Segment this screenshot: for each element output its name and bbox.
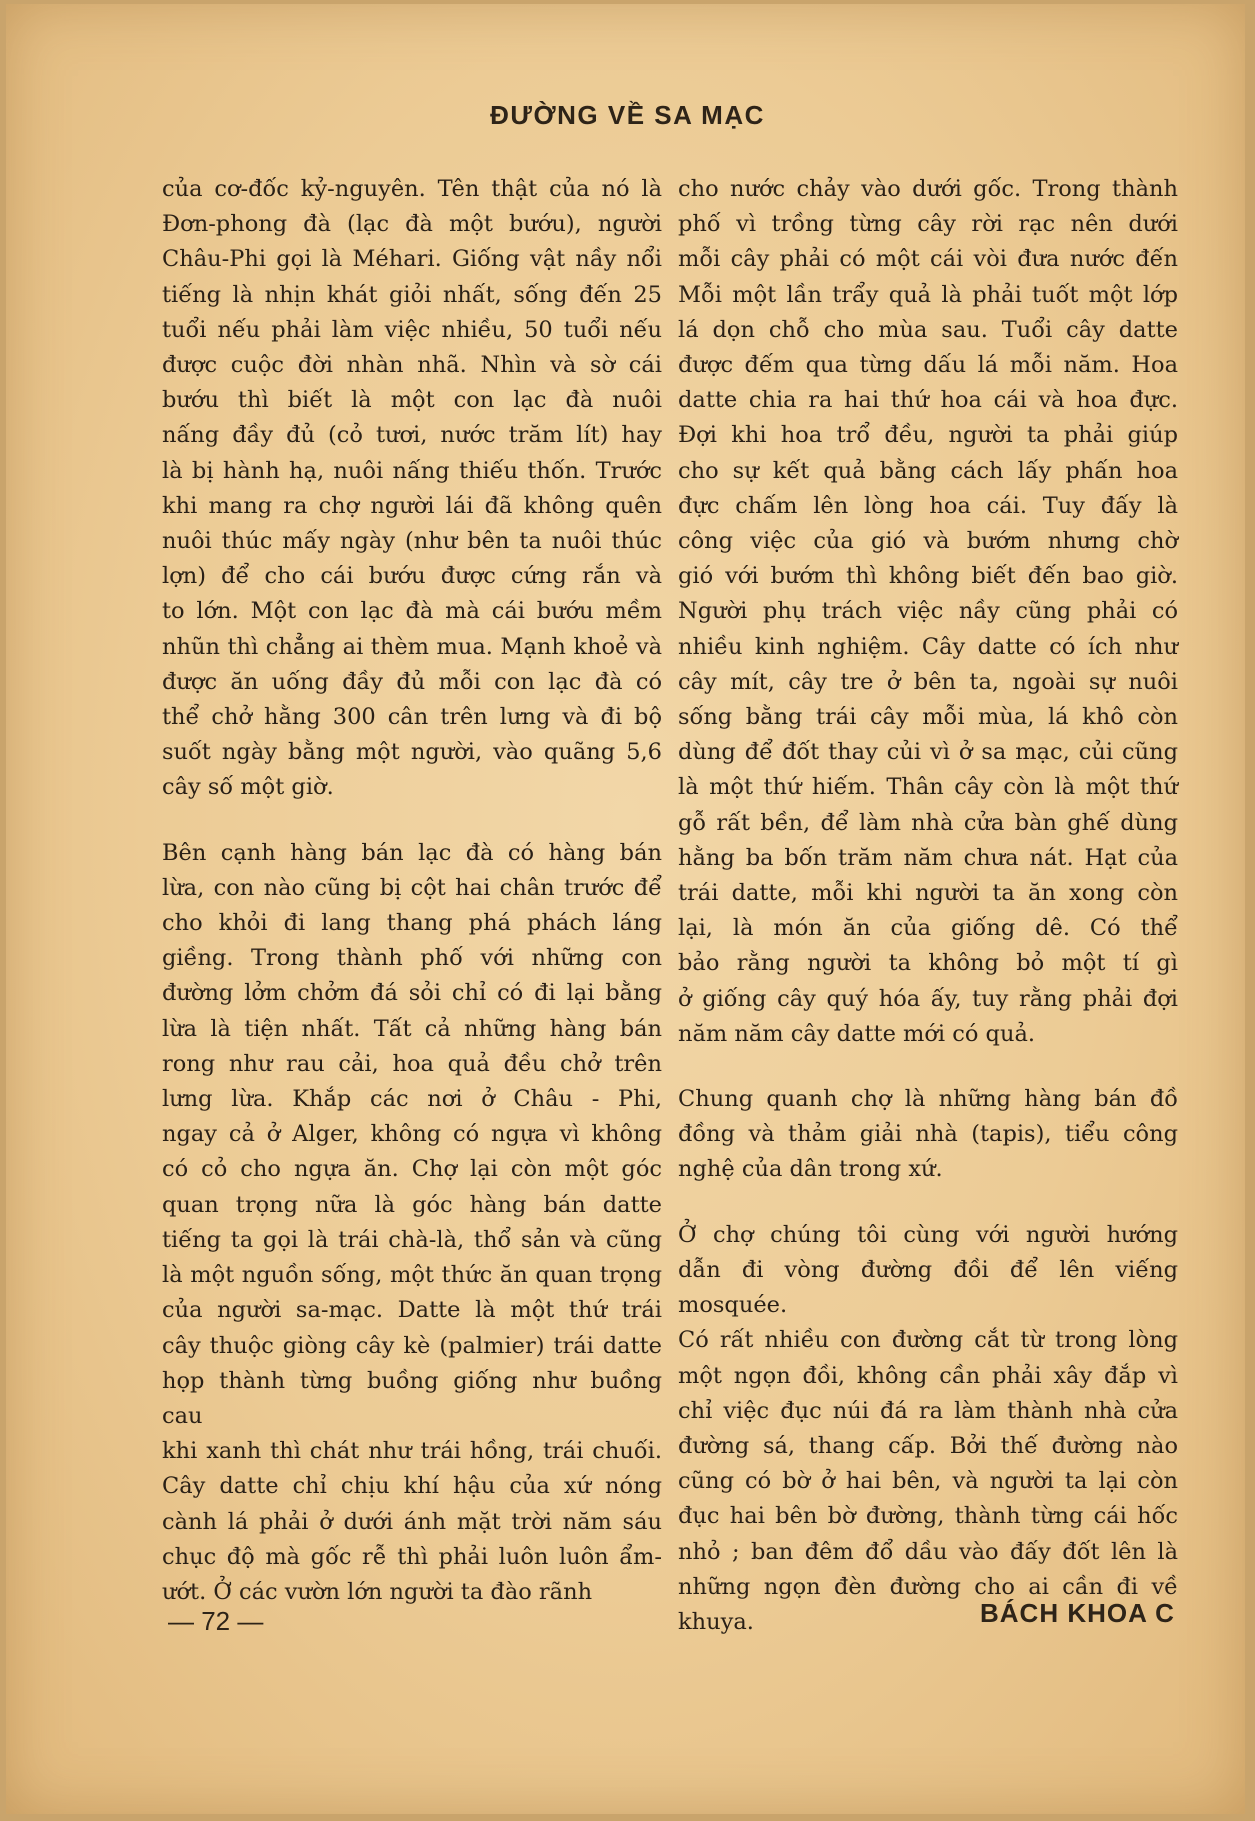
text-line: suốt ngày bằng một người, vào quãng 5,6 (162, 739, 662, 766)
text-line: nhỏ ; ban đêm đổ dầu vào đấy đốt lên là (678, 1538, 1178, 1565)
text-line: khi xanh thì chát như trái hồng, trái chuối. (162, 1438, 662, 1465)
text-line: trái datte, mỗi khi người ta ăn xong còn (678, 880, 1178, 907)
text-line: năm năm cây datte mới có quả. (678, 1020, 1036, 1047)
text-line: nuôi thúc mấy ngày (như bên ta nuôi thúc (162, 528, 662, 555)
text-line: lừa là tiện nhất. Tất cả những hàng bán (162, 1015, 662, 1042)
text-line: khuya. (678, 1608, 754, 1635)
text-line: lợn) để cho cái bướu được cứng rắn và (162, 563, 662, 590)
text-line: có cỏ cho ngựa ăn. Chợ lại còn một góc (162, 1156, 662, 1183)
text-line: Có rất nhiều con đường cắt từ trong lòng (678, 1327, 1178, 1354)
text-line: Ở chợ chúng tôi cùng với người hướng (678, 1221, 1178, 1248)
text-line: quan trọng nữa là góc hàng bán datte (162, 1191, 662, 1218)
text-line: lại, là món ăn của giống dê. Có thể (678, 915, 1178, 942)
text-line: datte chia ra hai thứ hoa cái và hoa đực. (678, 387, 1178, 414)
text-line: cây thuộc giòng cây kè (palmier) trái datte (162, 1332, 662, 1359)
text-line: dùng để đốt thay củi vì ở sa mạc, củi cũng (678, 739, 1178, 766)
text-line: nhũn thì chẳng ai thèm mua. Mạnh khoẻ và (162, 633, 662, 660)
text-line: dẫn đi vòng đường đồi để lên viếng mosquée. (678, 1256, 1178, 1319)
text-line: một ngọn đồi, không cần phải xây đắp vì (678, 1362, 1178, 1389)
text-line: Đợi khi hoa trổ đều, người ta phải giúp (678, 422, 1178, 449)
text-line: cây mít, cây tre ở bên ta, ngoài sự nuôi (678, 668, 1178, 695)
text-line: gió với bướm thì không biết đến bao giờ. (678, 563, 1178, 590)
text-line: là một thứ hiếm. Thân cây còn là một thứ (678, 774, 1178, 801)
paragraph (162, 172, 662, 806)
right-column (678, 172, 1178, 1640)
text-line: Bên cạnh hàng bán lạc đà có hàng bán (162, 839, 662, 866)
text-line: đường lởm chởm đá sỏi chỉ có đi lại bằng (162, 980, 662, 1007)
text-line: sống bằng trái cây mỗi mùa, lá khô còn (678, 704, 1178, 731)
text-line: cho sự kết quả bằng cách lấy phấn hoa (678, 457, 1178, 484)
text-line: của cơ-đốc kỷ-nguyên. Tên thật của nó là (162, 176, 662, 202)
text-line: gỗ rất bền, để làm nhà cửa bàn ghế dùng (678, 809, 1178, 836)
text-line: lưng lừa. Khắp các nơi ở Châu - Phi, (162, 1086, 662, 1113)
text-line: chục độ mà gốc rễ thì phải luôn luôn ẩm- (162, 1543, 662, 1570)
text-line: bướu thì biết là một con lạc đà nuôi (162, 387, 662, 414)
text-line: được ăn uống đầy đủ mỗi con lạc đà có (162, 668, 662, 695)
text-line: Cây datte chỉ chịu khí hậu của xứ nóng (162, 1473, 662, 1500)
text-line: nhiều kinh nghiệm. Cây datte có ích như (678, 633, 1178, 660)
page-header: ĐƯỜNG VỀ SA MẠC (490, 100, 765, 130)
paragraph (678, 1218, 1178, 1640)
text-line: nghệ của dân trong xứ. (678, 1156, 943, 1183)
text-line: cành lá phải ở dưới ánh mặt trời năm sáu (162, 1508, 662, 1535)
publication-name: BÁCH KHOA C (980, 1598, 1175, 1628)
text-line: Châu-Phi gọi là Méhari. Giống vật nầy nổi (162, 246, 662, 273)
text-line: mỗi cây phải có một cái vòi đưa nước đến (678, 246, 1178, 273)
text-line: đục hai bên bờ đường, thành từng cái hốc (678, 1503, 1178, 1530)
text-line: lá dọn chỗ cho mùa sau. Tuổi cây datte (678, 316, 1178, 343)
text-line: bảo rằng người ta không bỏ một tí gì (678, 950, 1178, 977)
text-line: lừa, con nào cũng bị cột hai chân trước để (162, 874, 662, 901)
paragraph (678, 1082, 1178, 1188)
text-line: giềng. Trong thành phố với những con (162, 945, 662, 972)
text-line: của người sa-mạc. Datte là một thứ trái (162, 1297, 662, 1324)
text-line: ngay cả ở Alger, không có ngựa vì không (162, 1121, 662, 1148)
text-line: chỉ việc đục núi đá ra làm thành nhà cửa (678, 1397, 1178, 1424)
paragraph (678, 172, 1178, 1052)
text-line: khi mang ra chợ người lái đã không quên (162, 492, 662, 519)
text-line: nấng đầy đủ (cỏ tươi, nước trăm lít) hay (162, 422, 662, 449)
text-line: là một nguồn sống, một thức ăn quan trọng (162, 1262, 662, 1289)
text-line: to lớn. Một con lạc đà mà cái bướu mềm (162, 598, 662, 625)
text-line: đực chấm lên lòng hoa cái. Tuy đấy là (678, 492, 1178, 519)
text-line: ướt. Ở các vườn lớn người ta đào rãnh (162, 1578, 593, 1605)
paragraph (162, 836, 662, 1610)
left-column (162, 172, 662, 1610)
text-line: ở giống cây quý hóa ấy, tuy rằng phải đợi (678, 985, 1178, 1012)
text-line: Đơn-phong đà (lạc đà một bướu), người (162, 211, 662, 238)
text-line: cho nước chảy vào dưới gốc. Trong thành (678, 176, 1178, 202)
text-line: là bị hành hạ, nuôi nấng thiếu thốn. Trước (162, 457, 662, 484)
text-line: được đếm qua từng dấu lá mỗi năm. Hoa (678, 352, 1178, 379)
text-line: phố vì trồng từng cây rời rạc nên dưới (678, 211, 1178, 238)
text-line: tiếng là nhịn khát giỏi nhất, sống đến 25 (162, 281, 662, 308)
page-number: — 72 — (168, 1606, 264, 1636)
text-line: hằng ba bốn trăm năm chưa nát. Hạt của (678, 844, 1178, 871)
text-line: tiếng ta gọi là trái chà-là, thổ sản và cũng (162, 1226, 662, 1253)
text-line: Mỗi một lần trẩy quả là phải tuốt một lớp (678, 281, 1178, 308)
text-line: cây số một giờ. (162, 774, 334, 801)
text-line: được cuộc đời nhàn nhã. Nhìn và sờ cái (162, 352, 662, 379)
text-line: cho khỏi đi lang thang phá phách láng (162, 910, 662, 937)
text-line: thể chở hằng 300 cân trên lưng và đi bộ (162, 704, 662, 731)
text-line: đồng và thảm giải nhà (tapis), tiểu công (678, 1121, 1178, 1148)
text-line: họp thành từng buồng giống như buồng cau (162, 1367, 662, 1429)
text-line: Chung quanh chợ là những hàng bán đồ (678, 1086, 1178, 1113)
text-line: rong như rau cải, hoa quả đều chở trên (162, 1050, 662, 1077)
text-line: cũng có bờ ở hai bên, và người ta lại còn (678, 1468, 1178, 1495)
text-line: đường sá, thang cấp. Bởi thế đường nào (678, 1432, 1178, 1459)
text-line: Người phụ trách việc nầy cũng phải có (678, 598, 1178, 625)
text-line: công việc của gió và bướm nhưng chờ (678, 528, 1178, 555)
text-line: những ngọn đèn đường cho ai cần đi về (678, 1573, 1178, 1600)
text-line: tuổi nếu phải làm việc nhiều, 50 tuổi nếu (162, 316, 662, 343)
